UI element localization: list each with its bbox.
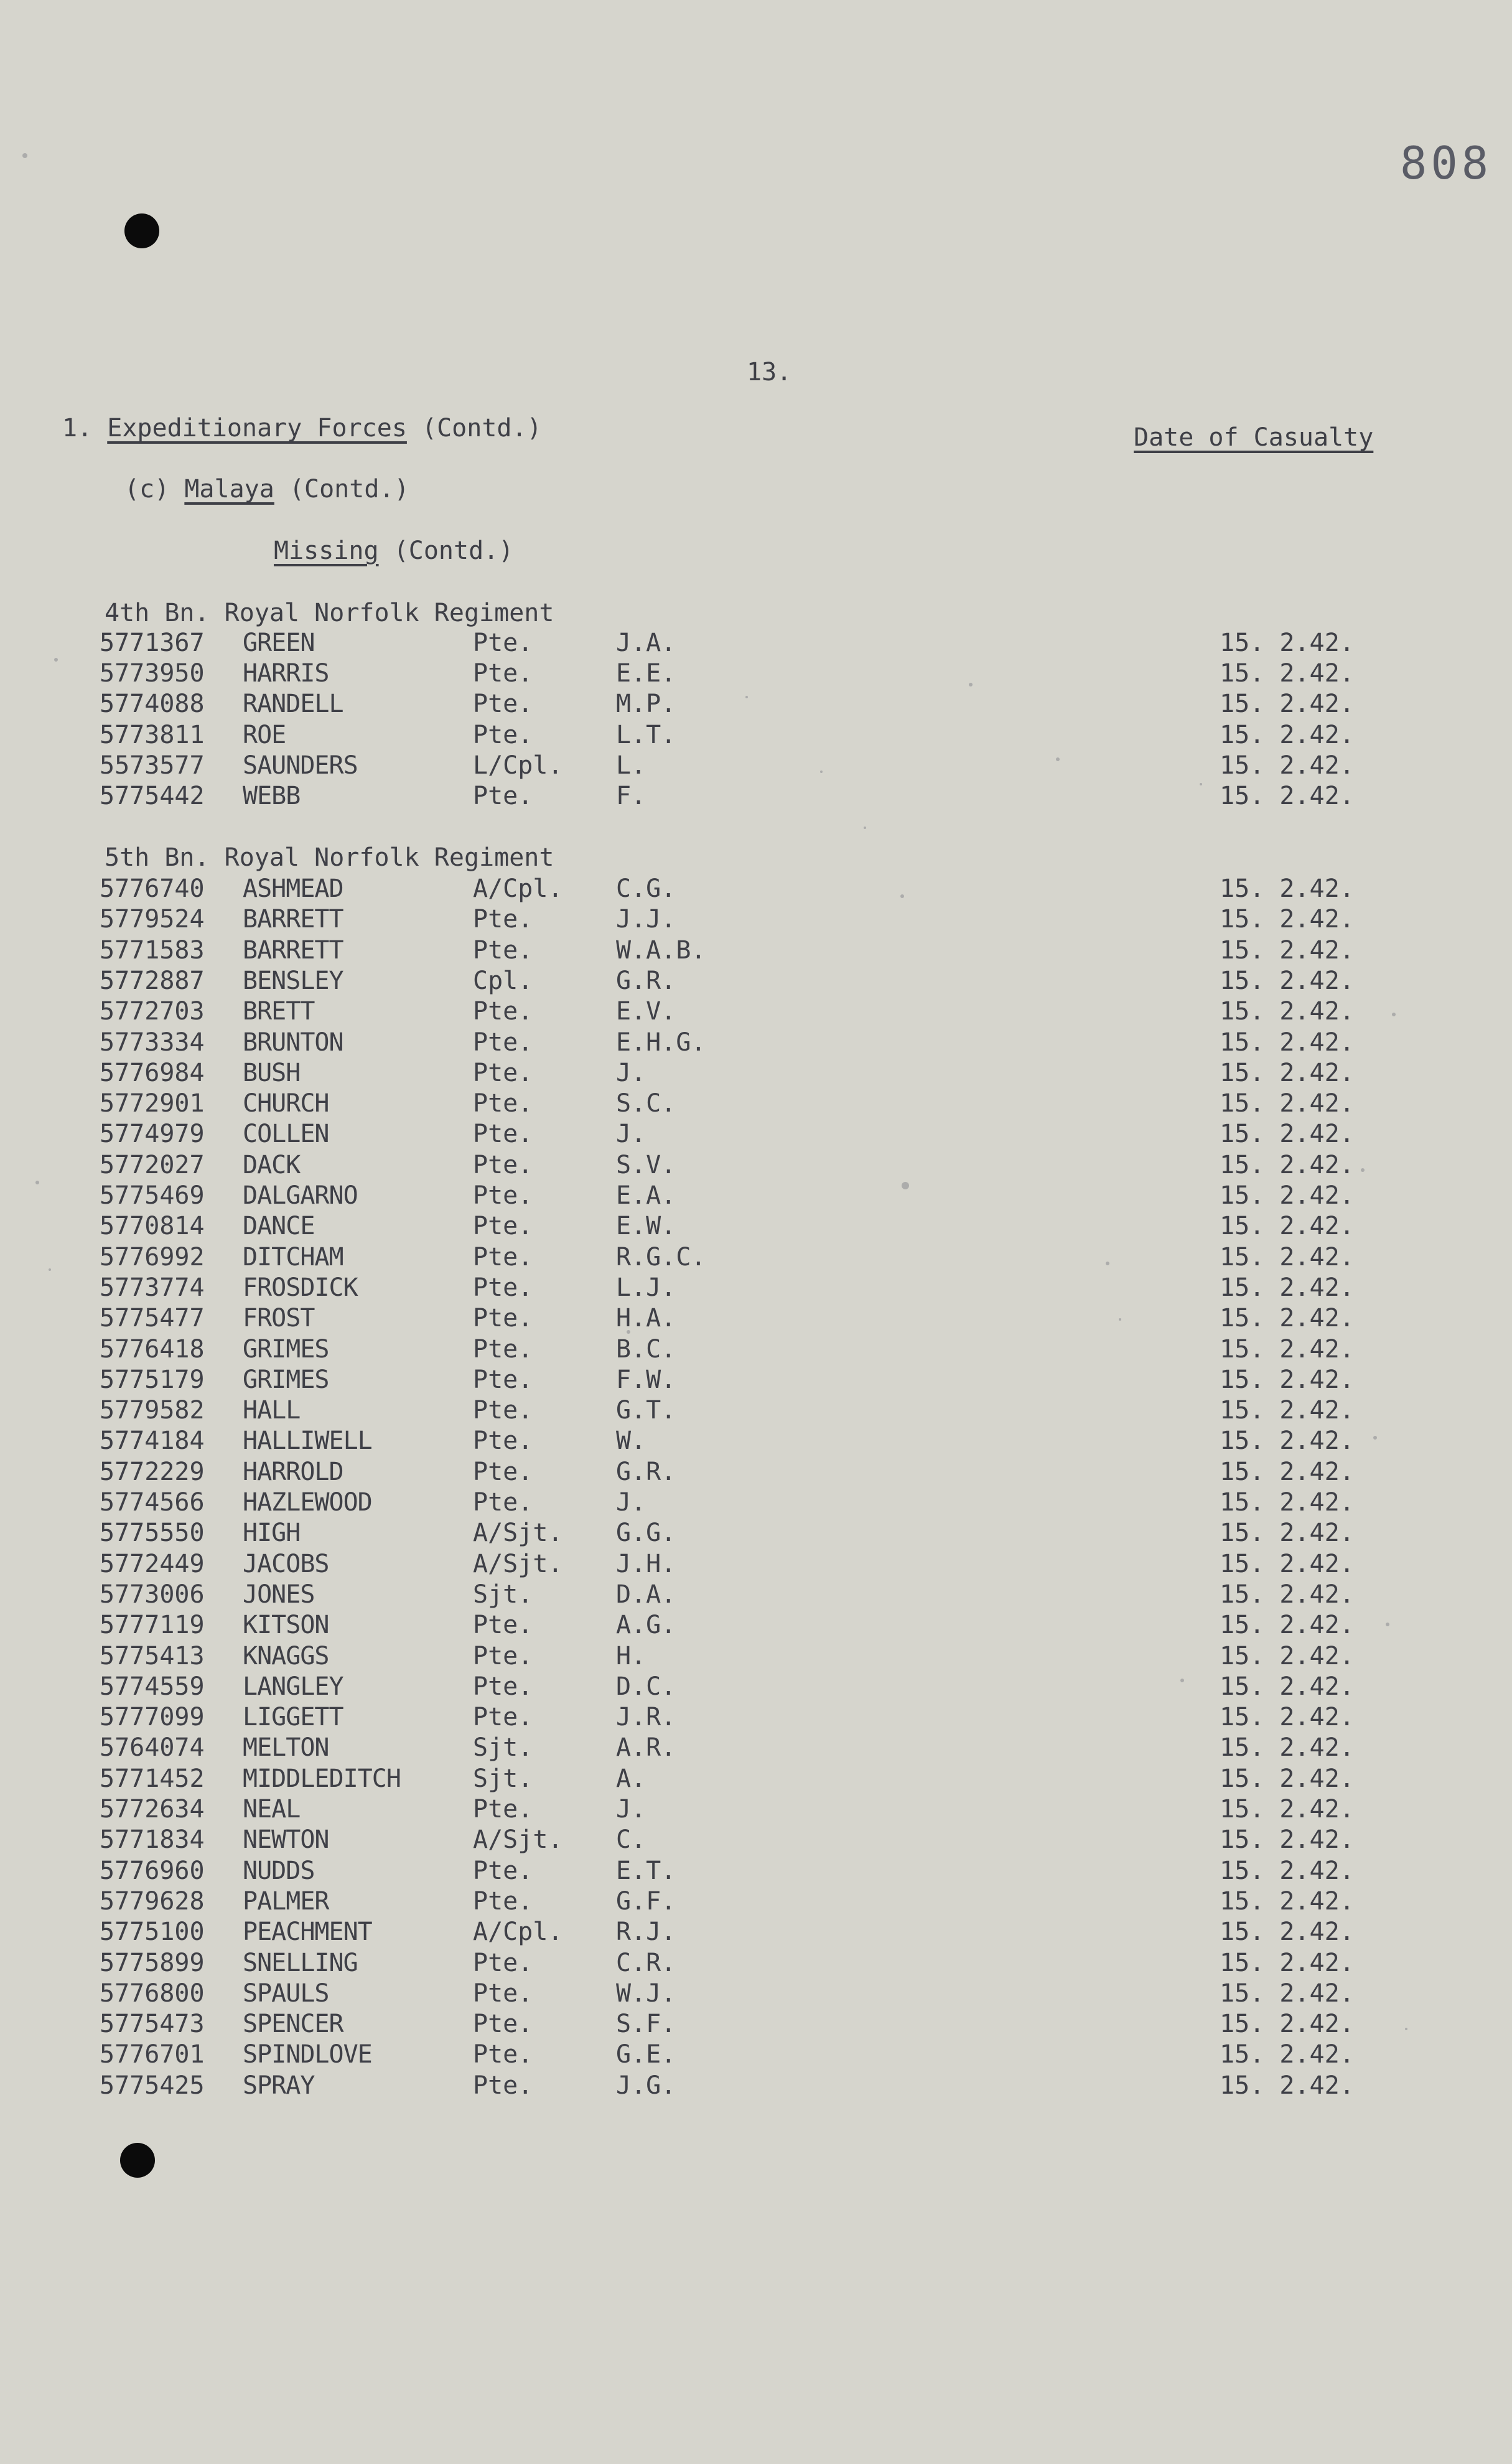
category-suffix: (Contd.) xyxy=(393,536,514,565)
casualty-row xyxy=(0,1764,1512,1794)
surname: DITCHAM xyxy=(243,1242,343,1272)
casualty-row xyxy=(0,1918,1512,1947)
casualty-date: 15. 2.42. xyxy=(1220,1242,1355,1272)
surname: HARROLD xyxy=(243,1457,343,1486)
rank: Pte. xyxy=(473,2040,533,2069)
rank: Cpl. xyxy=(473,966,533,995)
initials: L.J. xyxy=(616,1273,676,1302)
category-heading xyxy=(274,536,513,565)
rank: A/Cpl. xyxy=(473,874,563,903)
initials: R.J. xyxy=(616,1918,676,1947)
surname: DANCE xyxy=(243,1212,315,1241)
surname: DALGARNO xyxy=(243,1181,358,1210)
service-number: 5775425 xyxy=(100,2071,205,2100)
rank: A/Cpl. xyxy=(473,1918,563,1947)
group-heading-4th-bn: 4th Bn. Royal Norfolk Regiment xyxy=(105,599,554,627)
rank: Pte. xyxy=(473,1426,533,1456)
surname: JACOBS xyxy=(243,1549,329,1578)
casualty-date: 15. 2.42. xyxy=(1220,966,1355,995)
initials: E.T. xyxy=(616,1856,676,1885)
surname: COLLEN xyxy=(243,1120,329,1149)
casualty-row xyxy=(0,1672,1512,1702)
casualty-row xyxy=(0,1488,1512,1518)
surname: CHURCH xyxy=(243,1089,329,1118)
rank: Pte. xyxy=(473,1457,533,1486)
initials: J.G. xyxy=(616,2071,676,2100)
casualty-row xyxy=(0,1151,1512,1181)
initials: M.P. xyxy=(616,690,676,719)
service-number: 5774088 xyxy=(100,690,205,719)
casualty-date: 15. 2.42. xyxy=(1220,1212,1355,1241)
surname: HALL xyxy=(243,1396,301,1425)
casualty-row xyxy=(0,1887,1512,1917)
casualty-date: 15. 2.42. xyxy=(1220,1120,1355,1149)
rank: Pte. xyxy=(473,997,533,1026)
casualty-row xyxy=(0,1089,1512,1119)
initials: L. xyxy=(616,751,646,780)
casualty-row xyxy=(0,1396,1512,1426)
initials: J. xyxy=(616,1488,646,1517)
rank: L/Cpl. xyxy=(473,751,563,780)
surname: NEWTON xyxy=(243,1825,329,1855)
initials: C.G. xyxy=(616,874,676,903)
surname: LIGGETT xyxy=(243,1703,343,1732)
surname: WEBB xyxy=(243,782,301,810)
service-number: 5775477 xyxy=(100,1304,205,1333)
rank: Pte. xyxy=(473,782,533,810)
initials: J.A. xyxy=(616,629,676,657)
surname: GRIMES xyxy=(243,1365,329,1394)
initials: J. xyxy=(616,1795,646,1824)
casualty-row xyxy=(0,1519,1512,1548)
casualty-row xyxy=(0,1426,1512,1456)
rank: Pte. xyxy=(473,1181,533,1210)
initials: W. xyxy=(616,1426,646,1456)
rank: Pte. xyxy=(473,1089,533,1118)
rank: Pte. xyxy=(473,1488,533,1517)
surname: BARRETT xyxy=(243,905,343,934)
casualty-date: 15. 2.42. xyxy=(1220,1580,1355,1609)
initials: H.A. xyxy=(616,1304,676,1333)
initials: L.T. xyxy=(616,720,676,749)
casualty-date: 15. 2.42. xyxy=(1220,690,1355,719)
initials: D.A. xyxy=(616,1580,676,1609)
casualty-date: 15. 2.42. xyxy=(1220,1426,1355,1456)
surname: DACK xyxy=(243,1150,301,1179)
initials: W.A.B. xyxy=(616,935,706,965)
initials: G.T. xyxy=(616,1396,676,1425)
surname: ASHMEAD xyxy=(243,874,343,903)
service-number: 5775442 xyxy=(100,782,205,810)
rank: Pte. xyxy=(473,659,533,688)
initials: A.G. xyxy=(616,1611,676,1640)
casualty-date: 15. 2.42. xyxy=(1220,935,1355,965)
service-number: 5772634 xyxy=(100,1795,205,1824)
service-number: 5771834 xyxy=(100,1825,205,1855)
surname: FROSDICK xyxy=(243,1273,358,1302)
surname: MELTON xyxy=(243,1733,329,1763)
casualty-row xyxy=(0,1243,1512,1273)
rank: A/Sjt. xyxy=(473,1519,563,1548)
service-number: 5775179 xyxy=(100,1365,205,1394)
service-number: 5776960 xyxy=(100,1856,205,1885)
casualty-row xyxy=(0,1857,1512,1886)
subsection-heading xyxy=(124,475,409,504)
rank: Pte. xyxy=(473,1028,533,1057)
subsection-label: (c) xyxy=(124,475,170,504)
initials: H. xyxy=(616,1641,646,1670)
service-number: 5774184 xyxy=(100,1426,205,1456)
initials: G.F. xyxy=(616,1886,676,1916)
subsection-suffix: (Contd.) xyxy=(289,475,409,504)
surname: GRIMES xyxy=(243,1334,329,1364)
rank: Pte. xyxy=(473,2010,533,2039)
rank: A/Sjt. xyxy=(473,1825,563,1855)
service-number: 5773774 xyxy=(100,1273,205,1302)
rank: Pte. xyxy=(473,1150,533,1179)
surname: SAUNDERS xyxy=(243,751,358,780)
rank: Pte. xyxy=(473,1611,533,1640)
casualty-row xyxy=(0,905,1512,935)
rank: Sjt. xyxy=(473,1580,533,1609)
rank: Pte. xyxy=(473,629,533,657)
surname: BENSLEY xyxy=(243,966,343,995)
casualty-date: 15. 2.42. xyxy=(1220,1703,1355,1732)
date-of-casualty-header: Date of Casualty xyxy=(1134,423,1374,452)
surname: HIGH xyxy=(243,1519,301,1548)
casualty-row xyxy=(0,2040,1512,2070)
casualty-date: 15. 2.42. xyxy=(1220,1795,1355,1824)
casualty-row xyxy=(0,874,1512,904)
casualty-row xyxy=(0,1120,1512,1150)
casualty-row xyxy=(0,690,1512,719)
surname: KITSON xyxy=(243,1611,329,1640)
casualty-row xyxy=(0,967,1512,996)
casualty-date: 15. 2.42. xyxy=(1220,1457,1355,1486)
service-number: 5775550 xyxy=(100,1519,205,1548)
initials: G.R. xyxy=(616,966,676,995)
service-number: 5772887 xyxy=(100,966,205,995)
section-title: Expeditionary Forces xyxy=(107,414,407,443)
initials: S.V. xyxy=(616,1150,676,1179)
initials: G.E. xyxy=(616,2040,676,2069)
casualty-row xyxy=(0,2010,1512,2040)
surname: BRUNTON xyxy=(243,1028,343,1057)
casualty-row xyxy=(0,1181,1512,1211)
casualty-date: 15. 2.42. xyxy=(1220,1764,1355,1793)
rank: Sjt. xyxy=(473,1733,533,1763)
rank: A/Sjt. xyxy=(473,1549,563,1578)
casualty-date: 15. 2.42. xyxy=(1220,1825,1355,1855)
rank: Pte. xyxy=(473,720,533,749)
service-number: 5775899 xyxy=(100,1948,205,1977)
surname: SNELLING xyxy=(243,1948,358,1977)
rank: Pte. xyxy=(473,935,533,965)
casualty-row xyxy=(0,2071,1512,2101)
surname: SPINDLOVE xyxy=(243,2040,372,2069)
service-number: 5772027 xyxy=(100,1150,205,1179)
service-number: 5776418 xyxy=(100,1334,205,1364)
service-number: 5776984 xyxy=(100,1058,205,1087)
service-number: 5773334 xyxy=(100,1028,205,1057)
casualty-date: 15. 2.42. xyxy=(1220,1028,1355,1057)
casualty-date: 15. 2.42. xyxy=(1220,1181,1355,1210)
casualty-date: 15. 2.42. xyxy=(1220,1150,1355,1179)
rank: Pte. xyxy=(473,1856,533,1885)
casualty-date: 15. 2.42. xyxy=(1220,1273,1355,1302)
casualty-row xyxy=(0,1949,1512,1979)
casualty-date: 15. 2.42. xyxy=(1220,1979,1355,2008)
initials: F.W. xyxy=(616,1365,676,1394)
initials: E.A. xyxy=(616,1181,676,1210)
initials: J. xyxy=(616,1120,646,1149)
casualty-row xyxy=(0,1304,1512,1334)
service-number: 5770814 xyxy=(100,1212,205,1241)
surname: FROST xyxy=(243,1304,315,1333)
service-number: 5764074 xyxy=(100,1733,205,1763)
initials: W.J. xyxy=(616,1979,676,2008)
casualty-row xyxy=(0,997,1512,1027)
rank: Pte. xyxy=(473,1979,533,2008)
rank: Pte. xyxy=(473,1058,533,1087)
casualty-row xyxy=(0,1642,1512,1672)
initials: G.R. xyxy=(616,1457,676,1486)
initials: J.R. xyxy=(616,1703,676,1732)
casualty-row xyxy=(0,1028,1512,1058)
rank: Pte. xyxy=(473,1273,533,1302)
casualty-row xyxy=(0,1825,1512,1855)
initials: J.H. xyxy=(616,1549,676,1578)
casualty-date: 15. 2.42. xyxy=(1220,2010,1355,2039)
rank: Pte. xyxy=(473,1212,533,1241)
casualty-date: 15. 2.42. xyxy=(1220,905,1355,934)
casualty-date: 15. 2.42. xyxy=(1220,782,1355,810)
casualty-date: 15. 2.42. xyxy=(1220,629,1355,657)
service-number: 5779524 xyxy=(100,905,205,934)
initials: D.C. xyxy=(616,1672,676,1701)
initials: J. xyxy=(616,1058,646,1087)
initials: E.V. xyxy=(616,997,676,1026)
service-number: 5772901 xyxy=(100,1089,205,1118)
surname: MIDDLEDITCH xyxy=(243,1764,401,1793)
casualty-date: 15. 2.42. xyxy=(1220,874,1355,903)
casualty-row xyxy=(0,1059,1512,1089)
subsection-title: Malaya xyxy=(184,475,274,504)
rank: Pte. xyxy=(473,1672,533,1701)
casualty-row xyxy=(0,1366,1512,1395)
surname: ROE xyxy=(243,720,286,749)
service-number: 5771583 xyxy=(100,935,205,965)
initials: A.R. xyxy=(616,1733,676,1763)
casualty-date: 15. 2.42. xyxy=(1220,1058,1355,1087)
initials: C.R. xyxy=(616,1948,676,1977)
casualty-date: 15. 2.42. xyxy=(1220,1918,1355,1947)
surname: RANDELL xyxy=(243,690,343,719)
surname: BARRETT xyxy=(243,935,343,965)
service-number: 5771367 xyxy=(100,629,205,657)
service-number: 5773811 xyxy=(100,720,205,749)
casualty-row xyxy=(0,629,1512,658)
service-number: 5776740 xyxy=(100,874,205,903)
surname: BUSH xyxy=(243,1058,301,1087)
category-title: Missing xyxy=(274,536,379,565)
surname: NEAL xyxy=(243,1795,301,1824)
rank: Pte. xyxy=(473,1304,533,1333)
casualty-date: 15. 2.42. xyxy=(1220,1365,1355,1394)
service-number: 5776992 xyxy=(100,1242,205,1272)
service-number: 5779582 xyxy=(100,1396,205,1425)
service-number: 5776800 xyxy=(100,1979,205,2008)
surname: KNAGGS xyxy=(243,1641,329,1670)
surname: SPAULS xyxy=(243,1979,329,2008)
section-number: 1. xyxy=(62,414,93,443)
casualty-date: 15. 2.42. xyxy=(1220,1549,1355,1578)
casualty-row xyxy=(0,1273,1512,1303)
surname: LANGLEY xyxy=(243,1672,343,1701)
casualty-row xyxy=(0,721,1512,751)
casualty-date: 15. 2.42. xyxy=(1220,751,1355,780)
casualty-row xyxy=(0,936,1512,966)
service-number: 5776701 xyxy=(100,2040,205,2069)
casualty-row xyxy=(0,751,1512,781)
rank: Pte. xyxy=(473,1120,533,1149)
casualty-date: 15. 2.42. xyxy=(1220,1488,1355,1517)
casualty-date: 15. 2.42. xyxy=(1220,1886,1355,1916)
rank: Pte. xyxy=(473,1703,533,1732)
casualty-date: 15. 2.42. xyxy=(1220,1304,1355,1333)
rank: Pte. xyxy=(473,905,533,934)
casualty-row xyxy=(0,1611,1512,1641)
surname: SPRAY xyxy=(243,2071,315,2100)
surname: HARRIS xyxy=(243,659,329,688)
page-number: 13. xyxy=(747,358,792,386)
rank: Pte. xyxy=(473,1641,533,1670)
surname: GREEN xyxy=(243,629,315,657)
rank: Pte. xyxy=(473,1242,533,1272)
rank: Pte. xyxy=(473,1396,533,1425)
casualty-date: 15. 2.42. xyxy=(1220,2071,1355,2100)
initials: R.G.C. xyxy=(616,1242,706,1272)
casualty-date: 15. 2.42. xyxy=(1220,1396,1355,1425)
casualty-date: 15. 2.42. xyxy=(1220,1641,1355,1670)
service-number: 5775469 xyxy=(100,1181,205,1210)
service-number: 5773006 xyxy=(100,1580,205,1609)
service-number: 5777119 xyxy=(100,1611,205,1640)
rank: Pte. xyxy=(473,1795,533,1824)
section-suffix: (Contd.) xyxy=(422,414,542,443)
surname: BRETT xyxy=(243,997,315,1026)
rank: Pte. xyxy=(473,1365,533,1394)
service-number: 5573577 xyxy=(100,751,205,780)
service-number: 5775413 xyxy=(100,1641,205,1670)
initials: F. xyxy=(616,782,646,810)
group-heading-5th-bn: 5th Bn. Royal Norfolk Regiment xyxy=(105,843,554,872)
surname: JONES xyxy=(243,1580,315,1609)
initials: A. xyxy=(616,1764,646,1793)
casualty-row xyxy=(0,1212,1512,1242)
casualty-row xyxy=(0,1458,1512,1487)
surname: PEACHMENT xyxy=(243,1918,372,1947)
rank: Pte. xyxy=(473,690,533,719)
section-heading xyxy=(62,414,542,443)
surname: NUDDS xyxy=(243,1856,315,1885)
service-number: 5774979 xyxy=(100,1120,205,1149)
rank: Pte. xyxy=(473,1886,533,1916)
rank: Sjt. xyxy=(473,1764,533,1793)
service-number: 5771452 xyxy=(100,1764,205,1793)
initials: B.C. xyxy=(616,1334,676,1364)
casualty-row xyxy=(0,1550,1512,1580)
casualty-row xyxy=(0,659,1512,689)
casualty-date: 15. 2.42. xyxy=(1220,659,1355,688)
rank: Pte. xyxy=(473,1334,533,1364)
rank: Pte. xyxy=(473,1948,533,1977)
casualty-date: 15. 2.42. xyxy=(1220,1519,1355,1548)
surname: HAZLEWOOD xyxy=(243,1488,372,1517)
casualty-date: 15. 2.42. xyxy=(1220,2040,1355,2069)
casualty-date: 15. 2.42. xyxy=(1220,997,1355,1026)
rank: Pte. xyxy=(473,2071,533,2100)
surname: PALMER xyxy=(243,1886,329,1916)
service-number: 5772229 xyxy=(100,1457,205,1486)
casualty-date: 15. 2.42. xyxy=(1220,1334,1355,1364)
casualty-date: 15. 2.42. xyxy=(1220,1089,1355,1118)
casualty-row xyxy=(0,782,1512,812)
service-number: 5777099 xyxy=(100,1703,205,1732)
casualty-date: 15. 2.42. xyxy=(1220,1733,1355,1763)
service-number: 5775473 xyxy=(100,2010,205,2039)
service-number: 5772703 xyxy=(100,997,205,1026)
casualty-date: 15. 2.42. xyxy=(1220,1672,1355,1701)
service-number: 5774559 xyxy=(100,1672,205,1701)
initials: G.G. xyxy=(616,1519,676,1548)
service-number: 5775100 xyxy=(100,1918,205,1947)
initials: S.C. xyxy=(616,1089,676,1118)
casualty-row xyxy=(0,1733,1512,1763)
service-number: 5773950 xyxy=(100,659,205,688)
casualty-date: 15. 2.42. xyxy=(1220,1611,1355,1640)
service-number: 5774566 xyxy=(100,1488,205,1517)
initials: E.H.G. xyxy=(616,1028,706,1057)
service-number: 5779628 xyxy=(100,1886,205,1916)
initials: E.E. xyxy=(616,659,676,688)
initials: J.J. xyxy=(616,905,676,934)
casualty-row xyxy=(0,1979,1512,2009)
casualty-date: 15. 2.42. xyxy=(1220,1948,1355,1977)
casualty-date: 15. 2.42. xyxy=(1220,1856,1355,1885)
service-number: 5772449 xyxy=(100,1549,205,1578)
casualty-row xyxy=(0,1703,1512,1733)
casualty-row xyxy=(0,1580,1512,1610)
casualty-row xyxy=(0,1335,1512,1365)
surname: HALLIWELL xyxy=(243,1426,372,1456)
archive-stamp-number: 808 xyxy=(1400,137,1493,189)
casualty-date: 15. 2.42. xyxy=(1220,720,1355,749)
initials: C. xyxy=(616,1825,646,1855)
surname: SPENCER xyxy=(243,2010,343,2039)
initials: S.F. xyxy=(616,2010,676,2039)
initials: E.W. xyxy=(616,1212,676,1241)
casualty-row xyxy=(0,1795,1512,1825)
